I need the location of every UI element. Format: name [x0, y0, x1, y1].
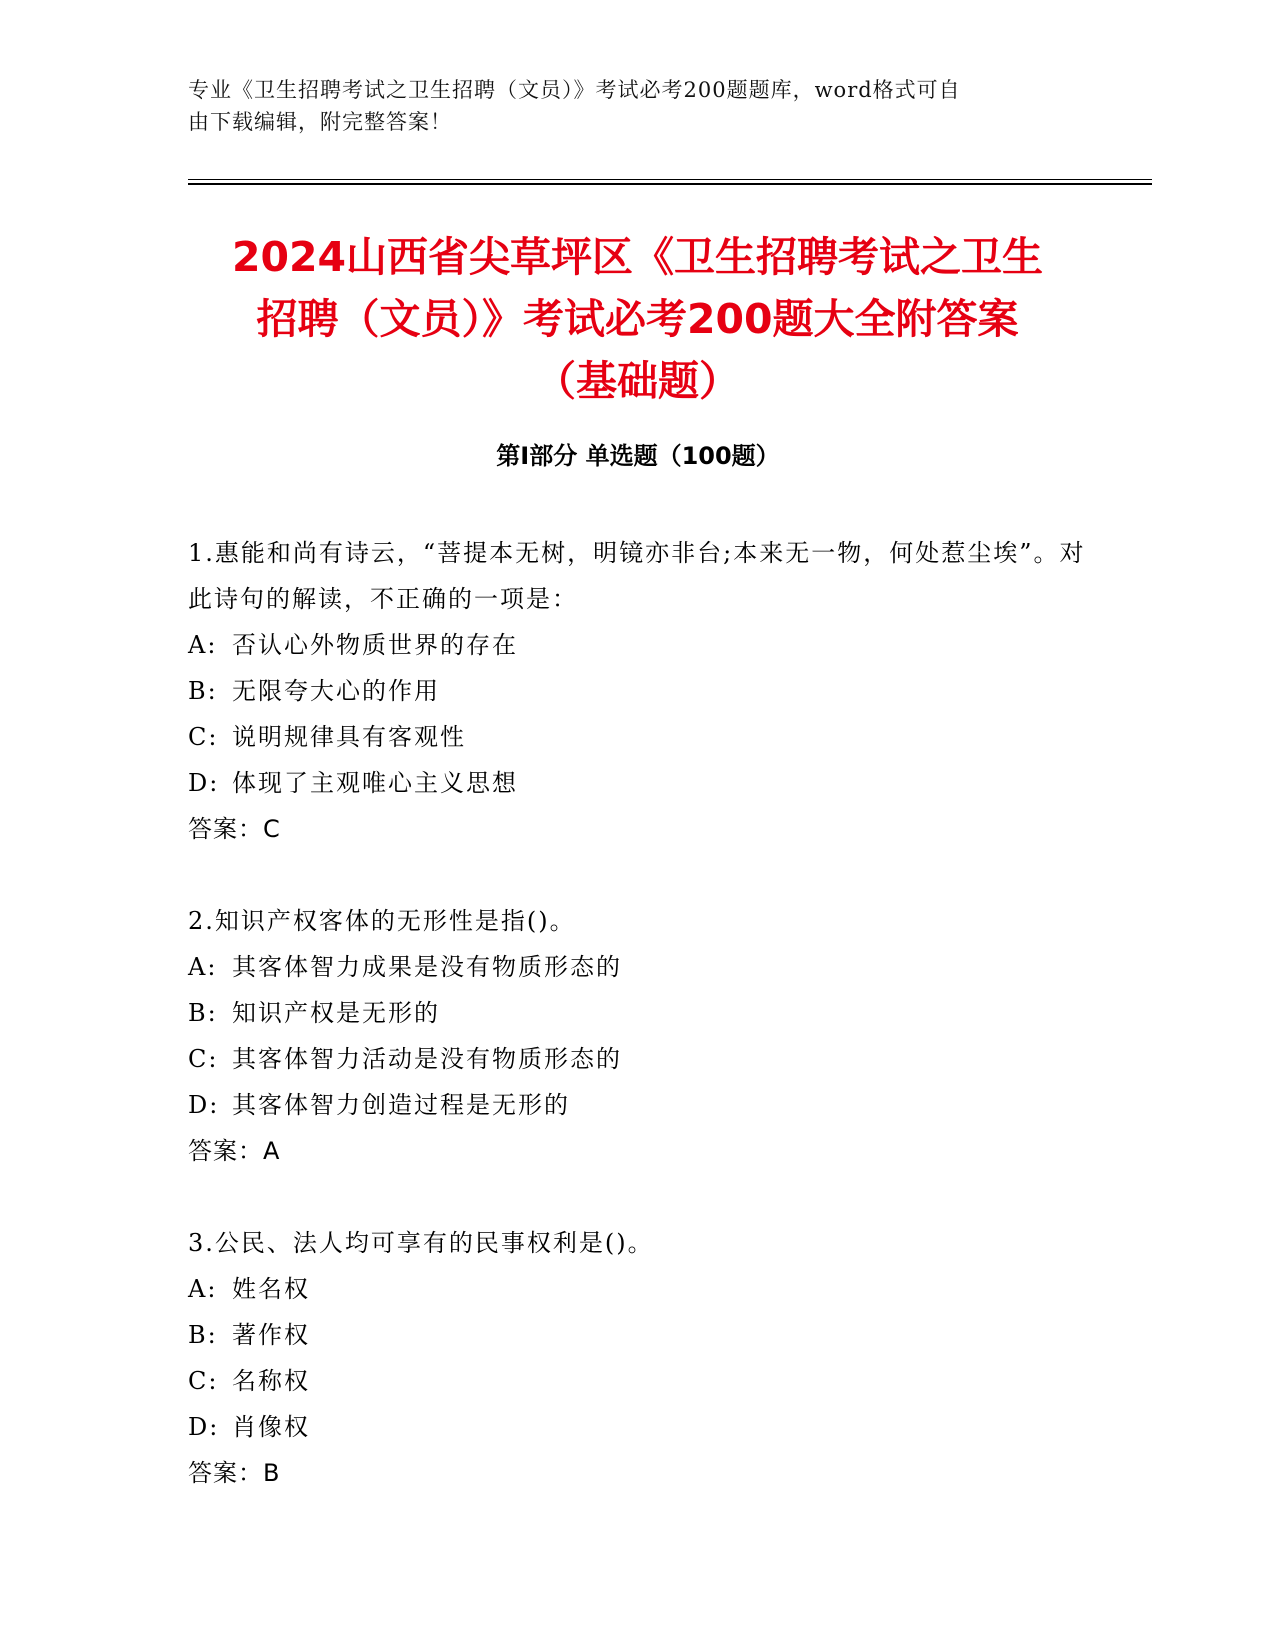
- header-divider-thin: [188, 179, 1152, 180]
- option-text: 体现了主观唯心主义思想: [232, 769, 518, 797]
- question-option-d: [188, 1404, 1088, 1450]
- document-title-line-1: 2024山西省尖草坪区《卫生招聘考试之卫生: [231, 233, 1044, 281]
- question-answer: 答案：A: [188, 1137, 281, 1165]
- question-2: [188, 898, 1088, 1174]
- section-title: 第I部分 单选题（100题）: [496, 442, 780, 470]
- question-option-b: [188, 990, 1088, 1036]
- option-text: 肖像权: [232, 1413, 310, 1441]
- option-text: 说明规律具有客观性: [232, 723, 466, 751]
- question-list: [188, 530, 1088, 1542]
- option-text: 其客体智力活动是没有物质形态的: [232, 1045, 622, 1073]
- option-letter: C:: [188, 1045, 219, 1073]
- document-title: [160, 226, 1115, 412]
- header-note-line-2: 由下载编辑，附完整答案！: [188, 110, 452, 134]
- header-divider-thick: [188, 183, 1152, 185]
- option-text: 知识产权是无形的: [232, 999, 440, 1027]
- option-letter: D:: [188, 769, 220, 797]
- option-letter: D:: [188, 1413, 220, 1441]
- question-stem: 2.知识产权客体的无形性是指()。: [188, 907, 576, 935]
- document-title-line-3: （基础题）: [535, 357, 740, 405]
- question-option-a: [188, 622, 1088, 668]
- option-text: 著作权: [232, 1321, 310, 1349]
- question-answer: 答案：C: [188, 815, 281, 843]
- option-text: 否认心外物质世界的存在: [232, 631, 518, 659]
- document-title-line-2: 招聘（文员）》考试必考200题大全附答案: [256, 295, 1019, 343]
- option-letter: A:: [188, 953, 218, 981]
- question-option-c: [188, 1358, 1088, 1404]
- option-text: 其客体智力创造过程是无形的: [232, 1091, 570, 1119]
- question-stem: 1.惠能和尚有诗云，“菩提本无树，明镜亦非台;本来无一物，何处惹尘埃”。对此诗句的解读，不正确的一项是：: [188, 539, 1086, 613]
- question-option-a: [188, 1266, 1088, 1312]
- question-option-b: [188, 668, 1088, 714]
- question-stem: 3.公民、法人均可享有的民事权利是()。: [188, 1229, 654, 1257]
- question-3: [188, 1220, 1088, 1496]
- option-letter: A:: [188, 1275, 218, 1303]
- question-option-c: [188, 714, 1088, 760]
- question-option-a: [188, 944, 1088, 990]
- option-text: 名称权: [232, 1367, 310, 1395]
- question-1: [188, 530, 1088, 852]
- option-letter: B:: [188, 677, 218, 705]
- option-letter: D:: [188, 1091, 220, 1119]
- header-note-line-1: 专业《卫生招聘考试之卫生招聘（文员）》考试必考200题题库，word格式可自: [188, 78, 961, 102]
- option-letter: C:: [188, 723, 219, 751]
- option-letter: B:: [188, 1321, 218, 1349]
- option-letter: B:: [188, 999, 218, 1027]
- option-text: 无限夸大心的作用: [232, 677, 440, 705]
- question-option-d: [188, 1082, 1088, 1128]
- option-letter: C:: [188, 1367, 219, 1395]
- question-option-b: [188, 1312, 1088, 1358]
- question-option-d: [188, 760, 1088, 806]
- option-text: 姓名权: [232, 1275, 310, 1303]
- question-answer: 答案：B: [188, 1459, 281, 1487]
- header-note: [188, 74, 1068, 138]
- option-letter: A:: [188, 631, 218, 659]
- question-option-c: [188, 1036, 1088, 1082]
- option-text: 其客体智力成果是没有物质形态的: [232, 953, 622, 981]
